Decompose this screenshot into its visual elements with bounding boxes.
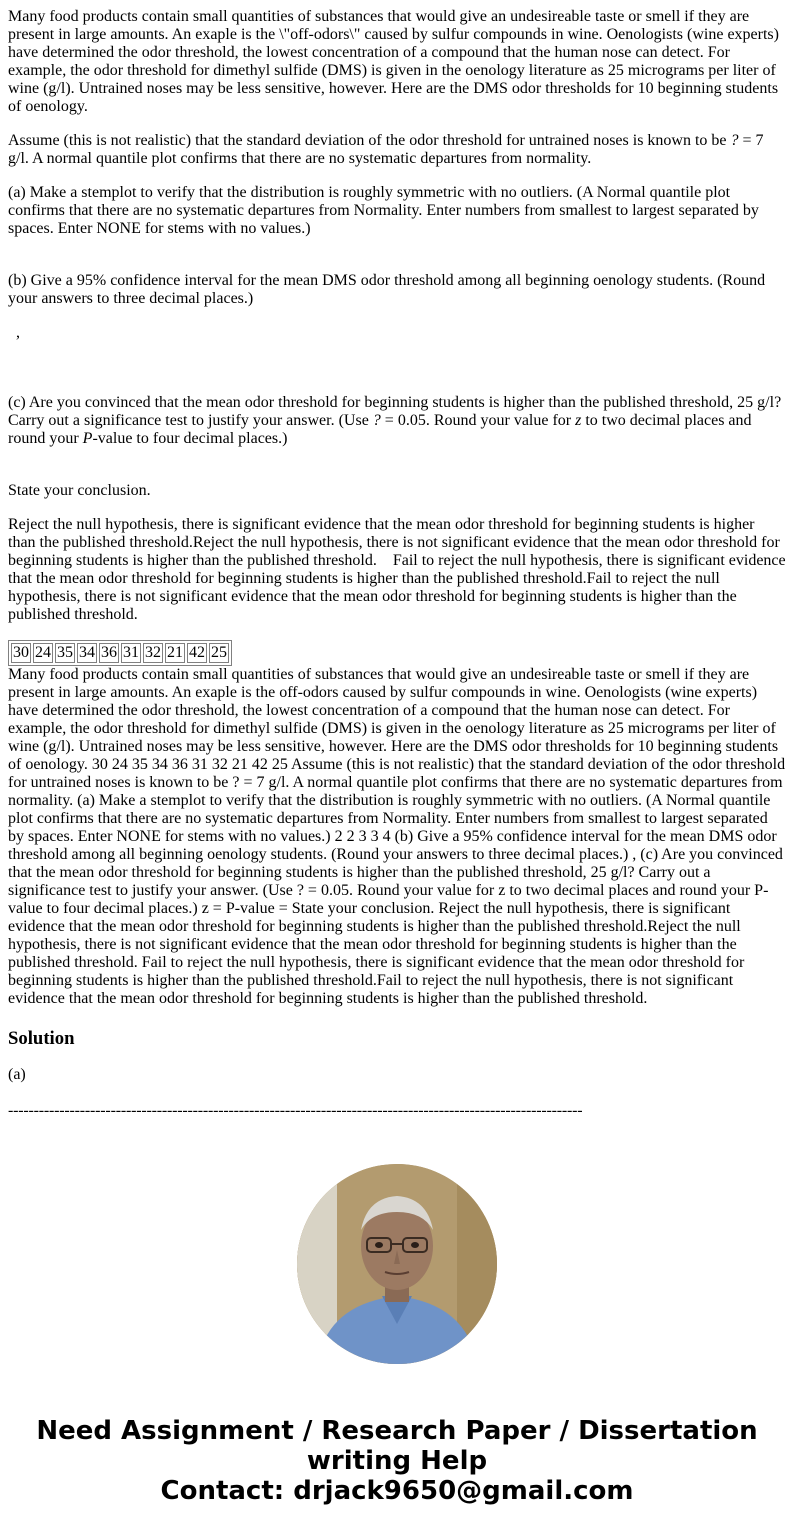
repeat-paragraph: Many food products contain small quantities of substances that would give an undesireable taste or smell if they are present in large amounts. An exaple is the off-odors caused by sulfur compounds in wine. Oenologists (wine experts) have determined the odor threshold, the lowest concentration of a compound that the human nose can detect. For example, the odor threshold for dimethyl sulfide (DMS) is given in the oenology literature as 25 micrograms per liter of wine (g/l). Untrained noses may be less sensitive, however. Here are the DMS odor thresholds for 10 beginning students of oenology. 30 24 35 34 36 31 32 21 42 25 Assume (this is not realistic) that the standard deviation of the odor threshold for untrained noses is known to be ? = 7 g/l. A normal quantile plot confirms that there are no systematic departures from normality. (a) Make a stemplot to verify that the distribution is roughly symmetric with no outliers. (A Normal quantile plot confirms that there are no systematic departures from Normality. Enter numbers from smallest to largest separated by spaces. Enter NONE for stems with no values.) 2 2 3 3 4 (b) Give a 95% confidence interval for the mean DMS odor threshold among all beginning oenology students. (Round your answers to three decimal places.) , (c) Are you convinced that the mean odor threshold for beginning students is higher than the published threshold, 25 g/l? Carry out a significance test to justify your answer. (Use ? = 0.05. Round your value for z to two decimal places and round your P-value to four decimal places.) z = P-value = State your conclusion. Reject the null hypothesis, there is significant evidence that the mean odor threshold for beginning students is higher than the published threshold.Reject the null hypothesis, there is not significant evidence that the mean odor threshold for beginning students is higher than the published threshold. Fail to reject the null hypothesis, there is significant evidence that the mean odor threshold for beginning students is higher than the published threshold.Fail to reject the null hypothesis, there is not significant evidence that the mean odor threshold for beginning students is higher than the published threshold. <box>8 666 786 1007</box>
part-c-text-2: = 0.05. Round your value for <box>380 412 576 429</box>
solution-part-a: (a) <box>8 1066 26 1083</box>
table-cell: 25 <box>211 644 227 661</box>
part-c-text-1: (c) Are you convinced that the mean odor threshold for beginning students is higher than the published threshold, 25 g/l? Carry out a significance test to justify your answer. (Use <box>8 394 782 429</box>
conclusion-options: Reject the null hypothesis, there is significant evidence that the mean odor threshold for beginning students is higher than the published threshold.Reject the null hypothesis, there is not significant evidence that the mean odor threshold for beginning students is higher than the published threshold. Fail to reject the null hypothesis, there is significant evidence that the mean odor threshold for beginning students is higher than the published threshold.Fail to reject the null hypothesis, there is not significant evidence that the mean odor threshold for beginning students is higher than the published threshold. <box>8 516 790 623</box>
table-cell: 24 <box>35 644 51 661</box>
table-cell: 21 <box>167 644 183 661</box>
avatar <box>297 1164 497 1364</box>
avatar-container <box>8 1164 786 1364</box>
assume-text-2: = 7 g/l. A normal quantile plot confirms that there are no systematic departures from normality. <box>8 132 764 167</box>
data-table <box>8 640 232 666</box>
table-cell: 36 <box>101 644 117 661</box>
promo-line-1: Need Assignment / Research Paper / Dissertation writing Help <box>36 1416 758 1476</box>
table-row <box>11 643 229 663</box>
table-cell: 31 <box>123 644 139 661</box>
table-cell: 34 <box>79 644 95 661</box>
assume-text-1: Assume (this is not realistic) that the standard deviation of the odor threshold for untrained noses is known to be <box>8 132 731 149</box>
assume-paragraph <box>8 132 786 168</box>
table-cell: 35 <box>57 644 73 661</box>
part-b-question: (b) Give a 95% confidence interval for the mean DMS odor threshold among all beginning oenology students. (Round your answers to three decimal places.) <box>8 272 766 307</box>
table-cell: 42 <box>189 644 205 661</box>
promo-contact: Contact: drjack9650@gmail.com <box>160 1476 634 1506</box>
table-cell: 30 <box>13 644 29 661</box>
person-portrait-icon <box>297 1164 497 1364</box>
alpha-symbol: ? <box>372 412 381 429</box>
table-cell: 32 <box>145 644 161 661</box>
sigma-symbol: ? <box>730 132 739 149</box>
divider-line: ---------------------------------------------------------------------------------------------------------------- <box>8 1102 583 1119</box>
state-conclusion-label: State your conclusion. <box>8 482 151 499</box>
solution-heading: Solution <box>8 1028 75 1049</box>
intro-paragraph: Many food products contain small quantities of substances that would give an undesireable taste or smell if they are present in large amounts. An exaple is the \"off-odors\" caused by sulfur compounds in wine. Oenologists (wine experts) have determined the odor threshold, the lowest concentration of a compound that the human nose can detect. For example, the odor threshold for dimethyl sulfide (DMS) is given in the oenology literature as 25 micrograms per liter of wine (g/l). Untrained noses may be less sensitive, however. Here are the DMS odor thresholds for 10 beginning students of oenology. <box>8 8 779 115</box>
part-c-text-4: -value to four decimal places.) <box>92 430 288 447</box>
part-c-question <box>8 394 786 448</box>
z-symbol: z <box>575 412 582 429</box>
p-symbol: P <box>82 430 93 447</box>
part-c-text-3: to two decimal places and round your <box>8 412 752 447</box>
part-a-question: (a) Make a stemplot to verify that the distribution is roughly symmetric with no outliers. (A Normal quantile plot confirms that there are no systematic departures from Normality. Enter numbers from smallest to largest separated by spaces. Enter NONE for stems with no values.) <box>8 184 759 237</box>
interval-separator: , <box>16 324 20 341</box>
promo-banner <box>8 1416 786 1506</box>
